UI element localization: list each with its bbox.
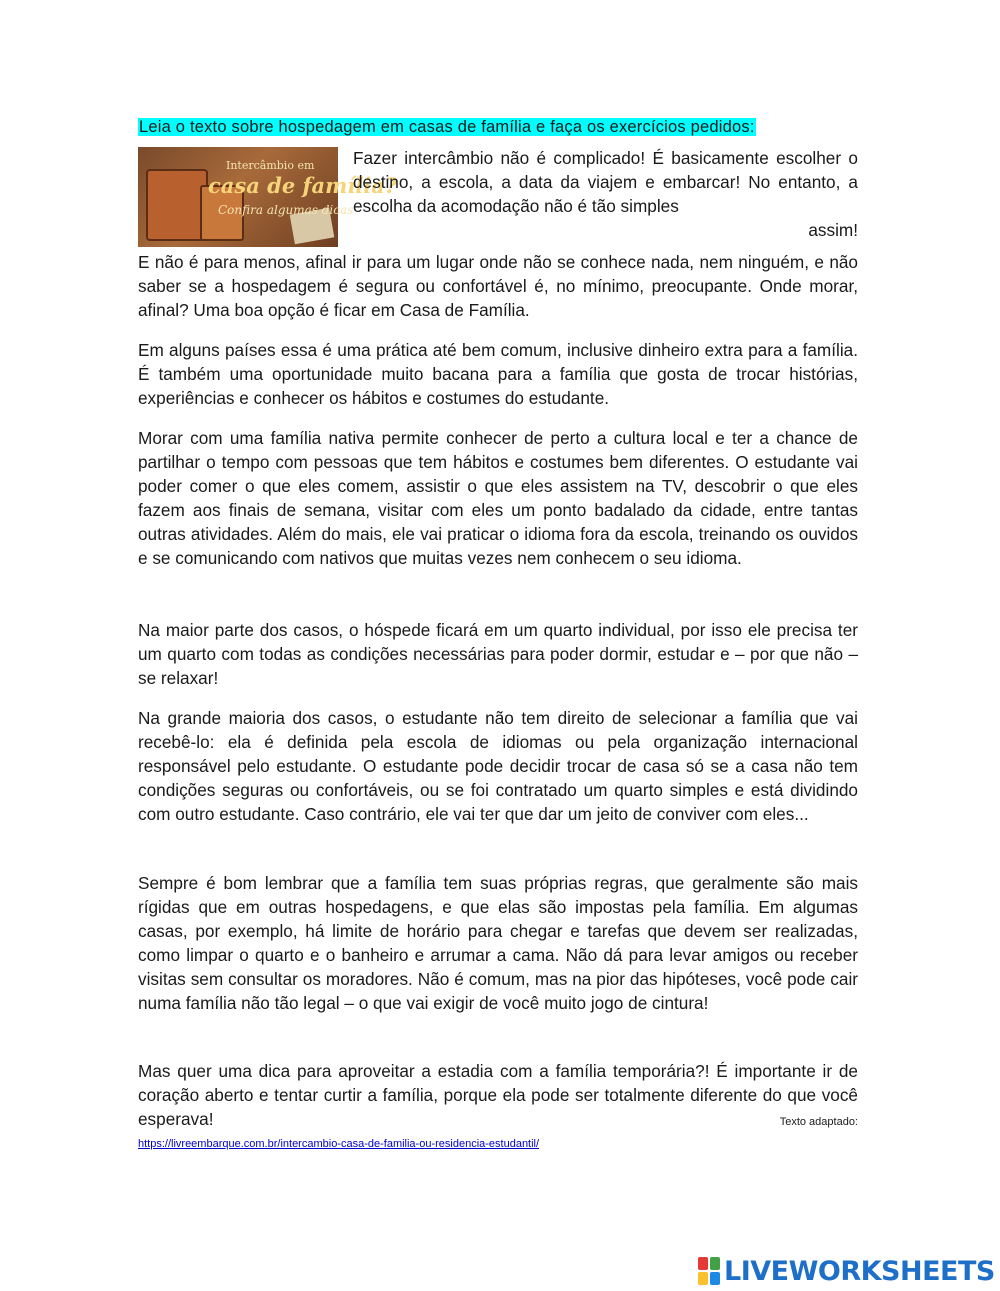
paragraph-1-text: Fazer intercâmbio não é complicado! É basicamente escolher o destino, a escola, a data da viajem e embarcar! No entanto, a escolha da acomodação não é tão simples — [353, 148, 858, 216]
source-link[interactable]: https://livreembarque.com.br/intercambio-casa-de-familia-ou-residencia-estudantil/ — [138, 1138, 540, 1150]
image-caption-line1: Intercâmbio em — [226, 159, 315, 172]
paragraph-8: Mas quer uma dica para aproveitar a estadia com a família temporária?! É importante ir de coração aberto e tentar curtir a família, porque ela pode ser totalmente diferente do que você esperava! — [138, 1061, 858, 1129]
image-caption-line3: Confira algumas dicas — [218, 203, 354, 217]
paragraph-3: Em alguns países essa é uma prática até bem comum, inclusive dinheiro extra para a família. É também uma oportunidade muito bacana para a família que gosta de trocar histórias, experiências e conhecer os hábitos e costumes do estudante. — [138, 340, 858, 408]
paragraph-4: Morar com uma família nativa permite conhecer de perto a cultura local e ter a chance de partilhar o tempo com pessoas que tem hábitos e costumes bem diferentes. O estudante vai poder comer o que eles comem, assistir o que eles assistem na TV, descobrir o que eles fazem aos finais de semana, visitar com eles um ponto badalado da cidade, entre tantas outras atividades. Além do mais, ele vai praticar o idioma fora da escola, treinando os ouvidos e se comunicando com nativos que muitas vezes nem conhecem o seu idioma. — [138, 428, 858, 568]
suitcase-shape — [146, 169, 208, 241]
instruction-text — [138, 117, 756, 137]
logo-text: LIVEWORKSHEETS — [724, 1255, 995, 1287]
paragraph-5: Na maior parte dos casos, o hóspede ficará em um quarto individual, por isso ele precisa ter um quarto com todas as condições necessárias para poder dormir, estudar e – por que não – se relaxar! — [138, 620, 858, 688]
paragraph-6: Na grande maioria dos casos, o estudante não tem direito de selecionar a família que vai recebê-lo: ela é definida pela escola de idiomas ou pela organização internacional responsável pelo estudante. O estudante pode decidir trocar de casa só se a casa não tem condições seguras ou confortáveis, ou se foi contratado um quarto simples e está dividindo com outro estudante. Caso contrário, ele vai ter que dar um jeito de conviver com eles... — [138, 708, 858, 824]
paragraph-7: Sempre é bom lembrar que a família tem suas próprias regras, que geralmente são mais rígidas que em outras hospedagens, e que elas são impostas pela família. Em algumas casas, por exemplo, há limite de horário para chegar e tarefas que devem ser realizadas, como limpar o quarto e o banheiro e arrumar a cama. Não dá para levar amigos ou receber visitas sem consultar os moradores. Não é comum, mas na pior das hipóteses, você pode cair numa família não tão legal – o que vai exigir de você muito jogo de cintura! — [138, 873, 858, 1013]
paragraph-2: E não é para menos, afinal ir para um lugar onde não se conhece nada, nem ninguém, e não saber se a hospedagem é segura ou confortável é, no mínimo, preocupante. Onde morar, afinal? Uma boa opção é ficar em Casa de Família. — [138, 252, 858, 320]
paragraph-1 — [353, 146, 858, 242]
liveworksheets-logo[interactable] — [698, 1256, 995, 1286]
article-image — [138, 147, 398, 247]
instruction-highlight: Leia o texto sobre hospedagem em casas de família e faça os exercícios pedidos: — [139, 118, 755, 136]
paragraph-1-end: assim! — [808, 220, 858, 240]
image-caption-line2: casa de família? — [208, 173, 398, 198]
logo-mark-icon — [698, 1257, 720, 1285]
source-credit: Texto adaptado: — [779, 1116, 858, 1128]
